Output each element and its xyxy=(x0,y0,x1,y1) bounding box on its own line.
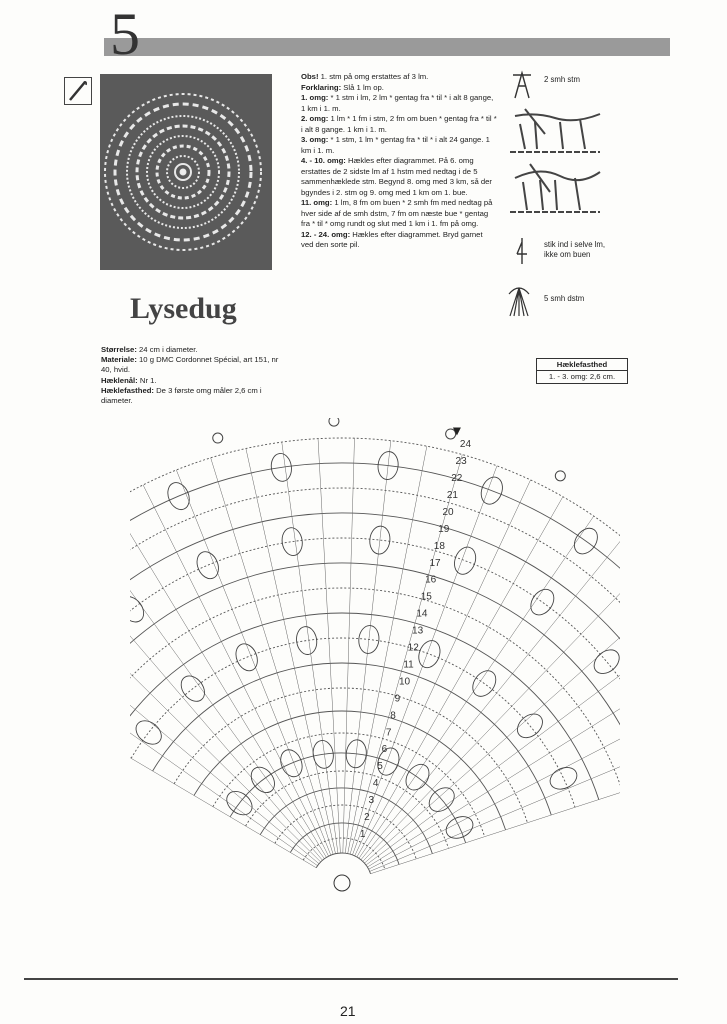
chart-shell xyxy=(280,526,304,557)
symbol-label-stik: stik ind i selve lm, ikke om buen xyxy=(544,240,606,259)
chart-round-label: 1 xyxy=(359,828,366,840)
chart-ring xyxy=(130,538,620,776)
chart-spoke xyxy=(176,470,331,855)
chart-round-label: 13 xyxy=(412,625,424,637)
chart-spoke xyxy=(370,711,620,871)
chart-spoke xyxy=(130,570,321,862)
footer-rule xyxy=(24,978,678,980)
doily-photo xyxy=(100,74,272,270)
chart-round-label: 7 xyxy=(385,727,392,739)
chart-spoke xyxy=(355,480,531,856)
chart-shell xyxy=(193,548,222,582)
chart-ring xyxy=(130,563,620,784)
chart-spoke xyxy=(352,466,497,855)
chart-round-label: 6 xyxy=(381,744,388,756)
chart-shell xyxy=(451,544,480,577)
chart-picot xyxy=(555,471,565,481)
chart-picot xyxy=(213,433,223,443)
chart-ring xyxy=(130,438,620,745)
symbol-label-dstm: 5 smh dstm xyxy=(544,294,585,303)
chart-center xyxy=(334,875,350,891)
stitch-illustration-2 xyxy=(505,160,605,216)
chart-spoke xyxy=(364,588,620,863)
chart-shell xyxy=(295,625,319,656)
chart-shell xyxy=(130,592,148,626)
stik-symbol-icon xyxy=(515,236,529,266)
crochet-hook-icon xyxy=(64,77,92,105)
chart-spoke xyxy=(363,562,620,861)
chart-round-label: 14 xyxy=(416,608,428,620)
start-arrow-icon xyxy=(453,428,461,436)
pattern-number: 5 xyxy=(110,1,140,67)
chart-picot xyxy=(329,418,339,426)
chart-round-label: 17 xyxy=(429,557,441,569)
chart-ring xyxy=(130,588,620,792)
chart-shell xyxy=(526,585,559,619)
chart-round-label: 10 xyxy=(398,676,411,688)
chart-spoke xyxy=(368,745,620,873)
specifications: Størrelse: 24 cm i diameter. Materiale: 10 g DMC Cordonnet Spécial, art 151, nr 40, hvid. Hæklenål: Nr 1. Hæklefasthed: De 3 første omg måler 2,6 cm i diameter. xyxy=(101,345,279,406)
chart-round-label: 8 xyxy=(390,710,396,722)
chart-round-label: 21 xyxy=(446,489,458,501)
chart-round-label: 24 xyxy=(459,439,472,451)
chart-spoke xyxy=(211,458,333,855)
chart-ring xyxy=(130,613,599,800)
crochet-chart xyxy=(130,418,620,958)
chart-shell xyxy=(415,637,444,670)
gauge-box: Hæklefasthed 1. - 3. omg: 2,6 cm. xyxy=(536,358,628,384)
smh-stm-symbol-icon xyxy=(512,70,532,100)
chart-round-label: 20 xyxy=(442,506,454,518)
chart-shell xyxy=(547,763,581,793)
symbol-label-smh-stm: 2 smh stm xyxy=(544,75,580,84)
chart-spoke xyxy=(369,678,620,869)
stitch-illustration-1 xyxy=(505,104,605,156)
chart-round-label: 15 xyxy=(420,591,432,603)
chart-shell xyxy=(131,716,165,749)
chart-ring xyxy=(130,463,620,756)
chart-round-label: 11 xyxy=(403,659,414,671)
chart-spoke xyxy=(343,438,355,853)
chart-round-label: 22 xyxy=(451,473,463,485)
page-title: Lysedug xyxy=(130,292,237,325)
chart-ring xyxy=(316,853,370,874)
chart-round-label: 5 xyxy=(377,761,383,773)
page-number: 21 xyxy=(340,1003,356,1019)
instructions: Obs! 1. stm på omg erstattes af 3 lm. Forklaring: Slå 1 lm op. 1. omg: * 1 stm i lm, 2 lm * gentag fra * til * i alt 8 gange, 1 km i 1. m. 2. omg: 1 lm * 1 fm i stm, 2 fm om buen * gentag fra * til * i alt 8 gange. 1 km i 1. m. 3. omg: * 1 stm, 1 lm * gentag fra * til * i alt 24 gange. 1 km i 1. m. 4. - 10. omg: Hækles efter diagrammet. På 6. omg erstattes de 2 sidste lm af 1 hstm med nedtag i de 5 sammenhæklede stm. Begynd 8. omg med 3 km, så der bgyndes i 2. stm og 9. omg med 1 km om 1. bue. 11. omg: 1 lm, 8 fm om buen * 2 smh fm med nedtag på hver side af de smh dstm, 7 fm om næste bue * gentag fra * til * omg rundt og slut med 1 km i 1. fm på omg. 12. - 24. omg: Hækles efter diagrammet. Bryd garnet ved den sorte pil. xyxy=(301,72,497,249)
chart-round-label: 18 xyxy=(433,540,445,552)
chart-round-label: 2 xyxy=(364,812,370,824)
chart-round-label: 23 xyxy=(455,456,467,468)
chart-spoke xyxy=(130,626,318,866)
chart-round-label: 16 xyxy=(425,574,437,586)
chart-picot xyxy=(446,429,456,439)
header-bar xyxy=(104,38,670,56)
chart-round-label: 9 xyxy=(394,693,401,705)
chart-spoke xyxy=(130,523,324,859)
chart-round-label: 19 xyxy=(438,523,450,535)
chart-round-label: 12 xyxy=(407,642,419,654)
chart-shell xyxy=(590,645,620,678)
dstm-symbol-icon xyxy=(507,284,531,318)
chart-round-label: 4 xyxy=(372,778,379,790)
chart-round-label: 3 xyxy=(368,795,375,807)
chart-spoke xyxy=(130,545,322,860)
